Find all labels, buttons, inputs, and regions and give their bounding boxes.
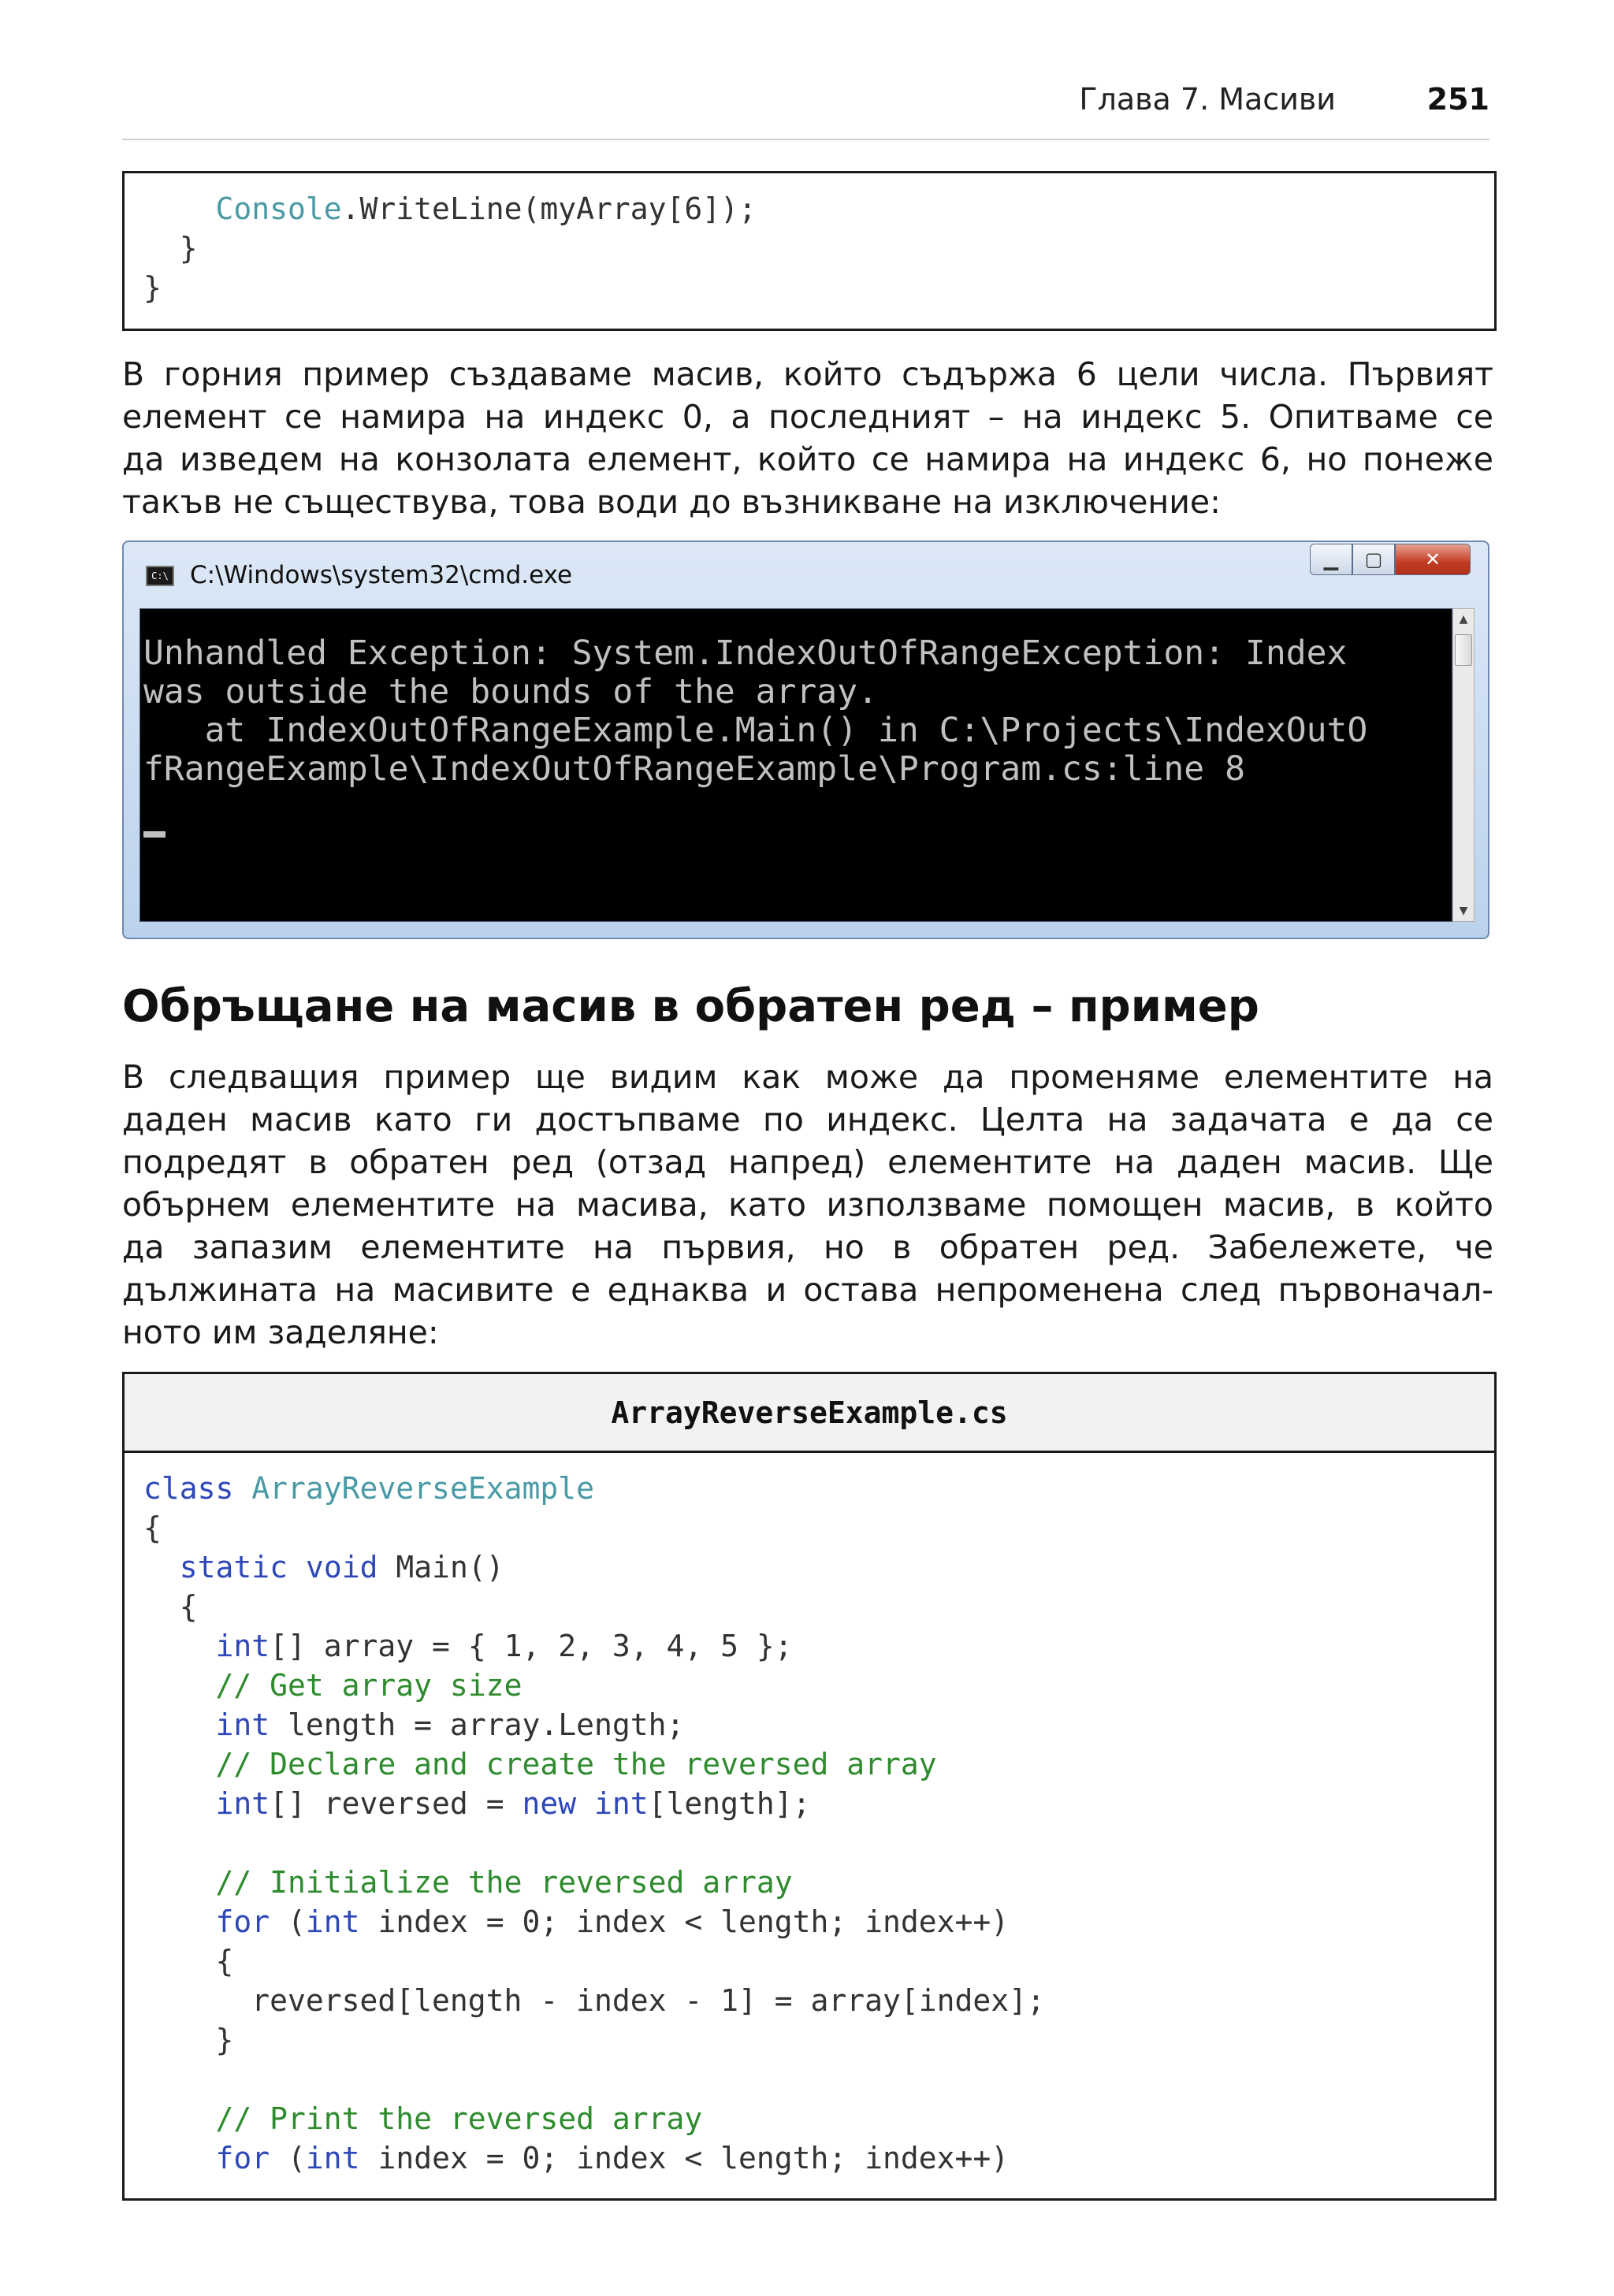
code-token: index = 0; index < length; index++) — [359, 1904, 1010, 1939]
code-listing — [122, 1372, 1497, 2201]
code-token — [143, 2101, 216, 2136]
code-token: ( — [270, 2141, 306, 2175]
text-line: елемент се намира на индекс 0, а последният – на индекс 5. Опитваме се — [122, 398, 1493, 436]
code-line — [143, 1626, 1045, 1666]
code-token: int — [215, 1629, 270, 1663]
code-line — [143, 1587, 1045, 1626]
console-scrollbar[interactable] — [1452, 608, 1475, 922]
console-output — [139, 608, 1452, 922]
code-token: [] reversed = — [270, 1786, 523, 1821]
text-line: такъв не съществува, това води до възникване на изключение: — [122, 483, 1221, 521]
code-token: ( — [270, 1904, 306, 1939]
text-line: даден масив като ги достъпваме по индекс. Целта на задачата е да се — [122, 1101, 1493, 1139]
text-line: да изведем на конзолата елемент, който се намира на индекс 6, но понеже — [122, 440, 1493, 478]
code-line — [143, 268, 757, 307]
listing-filename: ArrayReverseExample.cs — [611, 1395, 1008, 1430]
code-token: } — [143, 231, 198, 266]
code-token: int — [215, 1786, 270, 1821]
code-line — [143, 1863, 1045, 1902]
console-window — [122, 541, 1489, 939]
console-line: at IndexOutOfRangeExample.Main() in C:\Projects\IndexOutO — [143, 711, 1368, 750]
scroll-down-icon[interactable]: ▼ — [1459, 905, 1468, 917]
code-token — [143, 1747, 216, 1781]
code-token — [143, 1629, 216, 1663]
code-token: class — [143, 1471, 234, 1506]
code-lines — [143, 189, 757, 307]
running-header — [122, 82, 1489, 121]
code-token: Main() — [377, 1550, 504, 1585]
code-token: [length]; — [648, 1786, 811, 1821]
code-token — [143, 2141, 216, 2175]
code-line — [143, 2060, 1045, 2099]
code-line — [143, 1508, 1045, 1547]
code-line — [143, 189, 757, 228]
code-line — [143, 1469, 1045, 1508]
paragraph-2 — [122, 1056, 1493, 1354]
text-line: да запазим елементите на първия, но в обратен ред. Забележете, че — [122, 1228, 1493, 1266]
code-token: // Print the reversed array — [215, 2101, 703, 2136]
code-token: for — [215, 1904, 270, 1939]
section-title: Обръщане на масив в обратен ред – пример — [122, 981, 1259, 1032]
code-token — [143, 191, 216, 226]
page-number: 251 — [1426, 82, 1489, 117]
text-line: обърнем елементите на масива, като използваме помощен масив, в който — [122, 1186, 1493, 1224]
code-token: reversed[length - index - 1] = array[index]; — [143, 1983, 1045, 2018]
code-snippet-top — [122, 171, 1497, 331]
code-line — [143, 228, 757, 268]
code-line — [143, 1547, 1045, 1587]
code-token — [143, 1904, 216, 1939]
code-token: // Initialize the reversed array — [215, 1865, 793, 1900]
code-token — [143, 1786, 216, 1821]
code-token — [143, 1668, 216, 1703]
text-line: В следващия пример ще видим как може да променяме елементите на — [122, 1058, 1493, 1096]
code-line — [143, 1666, 1045, 1705]
console-cursor — [143, 831, 165, 838]
code-token: Console — [215, 191, 342, 226]
code-token: // Get array size — [215, 1668, 523, 1703]
code-token: { — [143, 1589, 198, 1624]
code-line — [143, 1981, 1045, 2020]
listing-header — [125, 1374, 1494, 1453]
text-line: В горния пример създаваме масив, който съдържа 6 цели числа. Първият — [122, 355, 1493, 393]
code-token — [143, 1550, 180, 1585]
code-token: } — [143, 2023, 234, 2057]
code-token — [233, 1471, 251, 1506]
code-line — [143, 2020, 1045, 2060]
console-line: was outside the bounds of the array. — [143, 672, 878, 711]
code-token: for — [215, 2141, 270, 2175]
console-titlebar — [124, 542, 1488, 608]
code-line — [143, 1902, 1045, 1941]
scroll-up-icon[interactable]: ▲ — [1459, 613, 1468, 626]
code-token: static — [179, 1550, 288, 1585]
code-line — [143, 1705, 1045, 1744]
text-line: подредят в обратен ред (отзад напред) елементите на даден масив. Ще — [122, 1143, 1493, 1181]
console-lines — [143, 634, 1367, 789]
maximize-icon[interactable]: ▢ — [1352, 544, 1395, 575]
code-line — [143, 1784, 1045, 1823]
code-line — [143, 1941, 1045, 1981]
code-line — [143, 1744, 1045, 1784]
code-line — [143, 2138, 1045, 2178]
minimize-icon[interactable]: ▁ — [1310, 544, 1352, 575]
code-token: [] array = { 1, 2, 3, 4, 5 }; — [270, 1629, 793, 1663]
code-token: ArrayReverseExample — [251, 1471, 594, 1506]
code-token: length = array.Length; — [270, 1707, 685, 1742]
console-line: fRangeExample\IndexOutOfRangeExample\Program.cs:line 8 — [143, 749, 1245, 789]
console-title: C:\Windows\system32\cmd.exe — [190, 561, 573, 589]
chapter-title: Глава 7. Масиви — [1079, 82, 1336, 117]
code-line — [143, 1823, 1045, 1863]
cmd-icon: C:\ — [146, 566, 174, 586]
paragraph-1 — [122, 353, 1493, 523]
scroll-thumb[interactable] — [1455, 634, 1472, 666]
code-token: } — [143, 270, 162, 305]
code-token: .WriteLine(myArray[6]); — [341, 191, 757, 226]
code-token — [143, 1707, 216, 1742]
code-token: int — [593, 1786, 649, 1821]
code-token: int — [305, 1904, 360, 1939]
code-token — [143, 1865, 216, 1900]
code-line — [143, 2099, 1045, 2138]
code-token: new — [522, 1786, 577, 1821]
code-token: index = 0; index < length; index++) — [359, 2141, 1010, 2175]
code-token: int — [305, 2141, 360, 2175]
header-divider — [122, 139, 1489, 140]
code-token — [576, 1786, 594, 1821]
code-token: // Declare and create the reversed array — [215, 1747, 937, 1781]
window-controls — [1310, 544, 1471, 578]
code-token: void — [305, 1550, 378, 1585]
code-token: { — [143, 1944, 234, 1978]
code-lines — [143, 1469, 1045, 2178]
close-icon[interactable]: ✕ — [1395, 544, 1471, 575]
console-line: Unhandled Exception: System.IndexOutOfRangeException: Index — [143, 633, 1348, 673]
code-token — [288, 1550, 306, 1585]
text-line: дължината на масивите е еднаква и остава непроменена след първоначал- — [122, 1271, 1493, 1309]
code-token: { — [143, 1510, 162, 1545]
text-line: ното им заделяне: — [122, 1313, 439, 1351]
code-token: int — [215, 1707, 270, 1742]
